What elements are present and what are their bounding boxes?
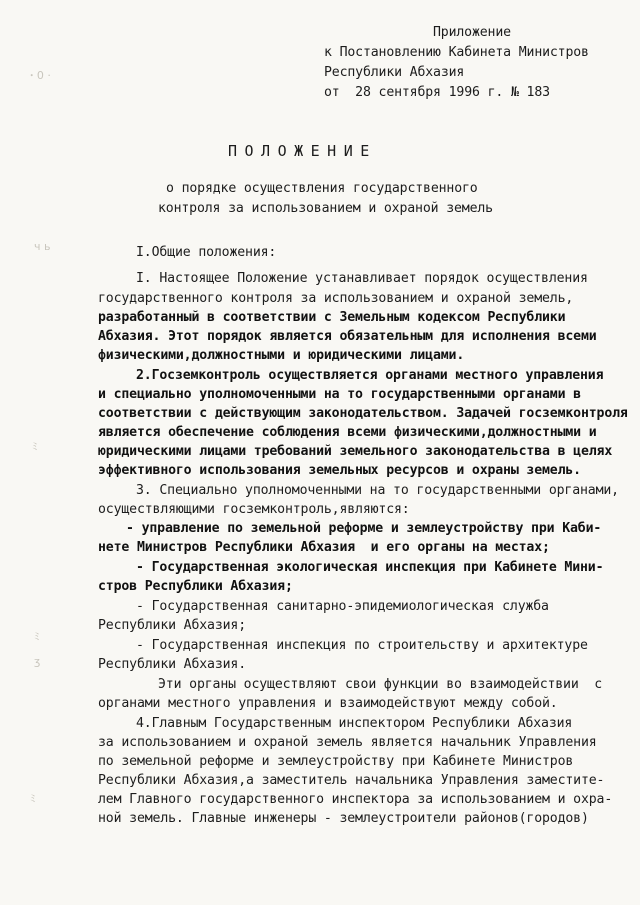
body-line: 4.Главным Государственным инспектором Республики Абхазия — [136, 716, 573, 731]
list-item: Республики Абхазия; — [98, 618, 247, 633]
body-line: соответствии с действующим законодательством. Задачей госземконтроля — [98, 406, 628, 421]
list-item: - Государственная инспекция по строительству и архитектуре — [136, 638, 588, 653]
header-date: от 28 сентября 1996 г. № 183 — [324, 85, 550, 100]
list-item: стров Республики Абхазия; — [98, 579, 293, 594]
margin-mark: ﾐ — [32, 440, 38, 453]
body-line: I. Настоящее Положение устанавливает порядок осуществления — [136, 271, 588, 286]
margin-mark: ч ь — [34, 240, 51, 253]
body-line: физическими,должностными и юридическими лицами. — [98, 348, 465, 363]
body-line: Абхазия. Этот порядок является обязательным для исполнения всеми — [98, 329, 597, 344]
list-item: - Государственная санитарно-эпидемиологическая служба — [136, 599, 549, 614]
list-item: - управление по земельной реформе и землеустройству при Каби- — [126, 521, 602, 536]
body-line: юридическими лицами требований земельного законодательства в целях — [98, 444, 613, 459]
body-line: разработанный в соответствии с Земельным кодексом Республики — [98, 310, 566, 325]
header-republic: Республики Абхазия — [324, 65, 465, 80]
list-item: - Государственная экологическая инспекция при Кабинете Мини- — [136, 560, 604, 575]
subtitle-line-1: о порядке осуществления государственного — [166, 181, 478, 196]
body-line: осуществляющими госземконтроль,являются: — [98, 502, 410, 517]
header-appendix: Приложение — [433, 25, 511, 40]
margin-mark: ﾐ — [34, 630, 40, 643]
list-item: Республики Абхазия. — [98, 657, 247, 672]
body-line: эффективного использования земельных ресурсов и охраны земель. — [98, 463, 581, 478]
body-line: Республики Абхазия,а заместитель начальника Управления заместите- — [98, 773, 605, 788]
section-heading: I.Общие положения: — [136, 245, 277, 260]
margin-mark: ﾐ — [30, 792, 36, 805]
margin-mark: ꞏ 0 · — [30, 69, 51, 82]
subtitle-line-2: контроля за использованием и охраной земель — [158, 201, 493, 216]
body-line: по земельной реформе и землеустройству при Кабинете Министров — [98, 754, 574, 769]
body-line: государственного контроля за использованием и охраной земель, — [98, 291, 574, 306]
body-line: и специально уполномоченными на то государственными органами в — [98, 387, 581, 402]
document-title: ПОЛОЖЕНИЕ — [228, 142, 377, 160]
list-item: нете Министров Республики Абхазия и его органы на местах; — [98, 540, 550, 555]
header-resolution: к Постановлению Кабинета Министров — [324, 45, 589, 60]
body-line: за использованием и охраной земель является начальник Управления — [98, 735, 597, 750]
body-line: Эти органы осуществляют свои функции во взаимодействии с — [158, 677, 603, 692]
body-line: ной земель. Главные инженеры - землеустроители районов(городов) — [98, 811, 589, 826]
body-line: органами местного управления и взаимодействуют между собой. — [98, 696, 558, 711]
body-line: лем Главного государственного инспектора за использованием и охра- — [98, 792, 613, 807]
body-line: 3. Специально уполномоченными на то государственными органами, — [136, 483, 619, 498]
body-line: является обеспечение соблюдения всеми физическими,должностными и — [98, 425, 597, 440]
margin-mark: ʒ — [34, 655, 41, 668]
body-line: 2.Госземконтроль осуществляется органами местного управления — [136, 368, 604, 383]
